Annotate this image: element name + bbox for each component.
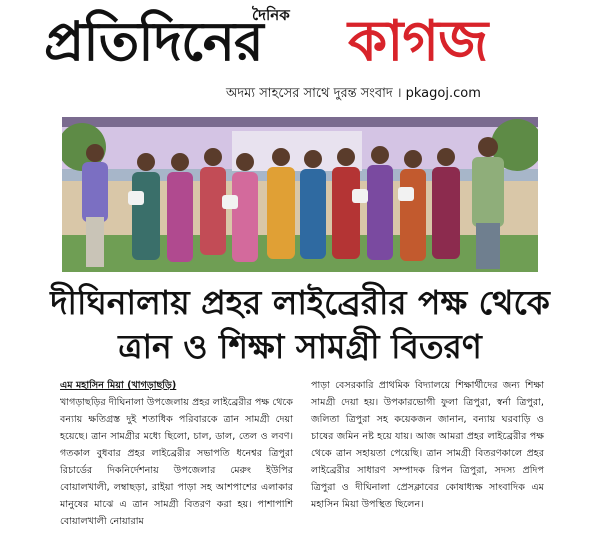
headline-line-2: ত্রান ও শিক্ষা সামগ্রী বিতরণ (118, 327, 482, 366)
article-column-2 (311, 377, 544, 527)
news-photo (62, 117, 538, 272)
group-photo-illustration (62, 117, 538, 272)
masthead-daily-label: দৈনিক (252, 6, 290, 24)
column-2-text: পাড়া বেসরকারি প্রাথমিক বিদ্যালয়ে শিক্ষার্থীদের জন্য শিক্ষা সামগ্রী দেয়া হয়। উপকারভোগী ফুলা ত্রিপুরা, স্বর্না ত্রিপুরা, জলিতা ত্রিপুরা সহ কয়েকজন জানান, বন্যায় ঘরবাড়ি ও চাষের জমিন নষ্ট হয়ে যায়। আজ আমরা প্রহর লাইব্রেরীর পক্ষ থেকে ত্রান সহায়তা পেয়েছি। ত্রান সামগ্রী বিতরণকালে প্রহর লাইব্রেরীর সাধারণ সম্পাদক রিপন ত্রিপুরা, সদস্য প্রদিপ ত্রিপুরা ও দীঘিনালা প্রেসক্লাবের কোষাধ্যক্ষ সাংবাদিক এম মহাসিন মিয়া উপস্থিত ছিলেন। (311, 380, 544, 510)
article-column-1 (60, 377, 293, 527)
article-body (60, 377, 544, 527)
byline: এম মহাসিন মিয়া (খাগড়াছড়ি) (60, 380, 177, 391)
article-headline (40, 281, 560, 369)
masthead-title-left: প্রতিদিনের (44, 10, 263, 73)
headline-line-1: দীঘিনালায় প্রহর লাইব্রেরীর পক্ষ থেকে (50, 283, 550, 322)
masthead (0, 0, 600, 112)
masthead-tagline: অদম্য সাহসের সাথে দুরন্ত সংবাদ । pkagoj.com (226, 86, 481, 101)
masthead-title-right: কাগজ (348, 9, 488, 74)
column-1-text: খাগড়াছড়ির দীঘিনালা উপজেলায় প্রহর লাইব্রেরীর পক্ষ থেকে বন্যায় ক্ষতিগ্রস্ত দুই শতাধিক পরিবারকে ত্রান সামগ্রী দেয়া হয়েছে। ত্রান সামগ্রীর মধ্যে ছিলো, চাল, ডাল, তেল ও লবণ। গতকাল বুধবার প্রহর লাইব্রেরীর সভাপতি ধনেশ্বর ত্রিপুরা রিচার্ডের দিকনির্দেশনায় উপজেলার মেরুং ইউপির বোয়ালখালী, লম্বাছড়া, রাইয়া পাড়া সহ আশপাশের এলাকার মানুষের মাঝে এ ত্রান সামগ্রী বিতরণ করা হয়। পাশাপাশি বোয়ালখালী নোয়ারাম (60, 397, 293, 527)
